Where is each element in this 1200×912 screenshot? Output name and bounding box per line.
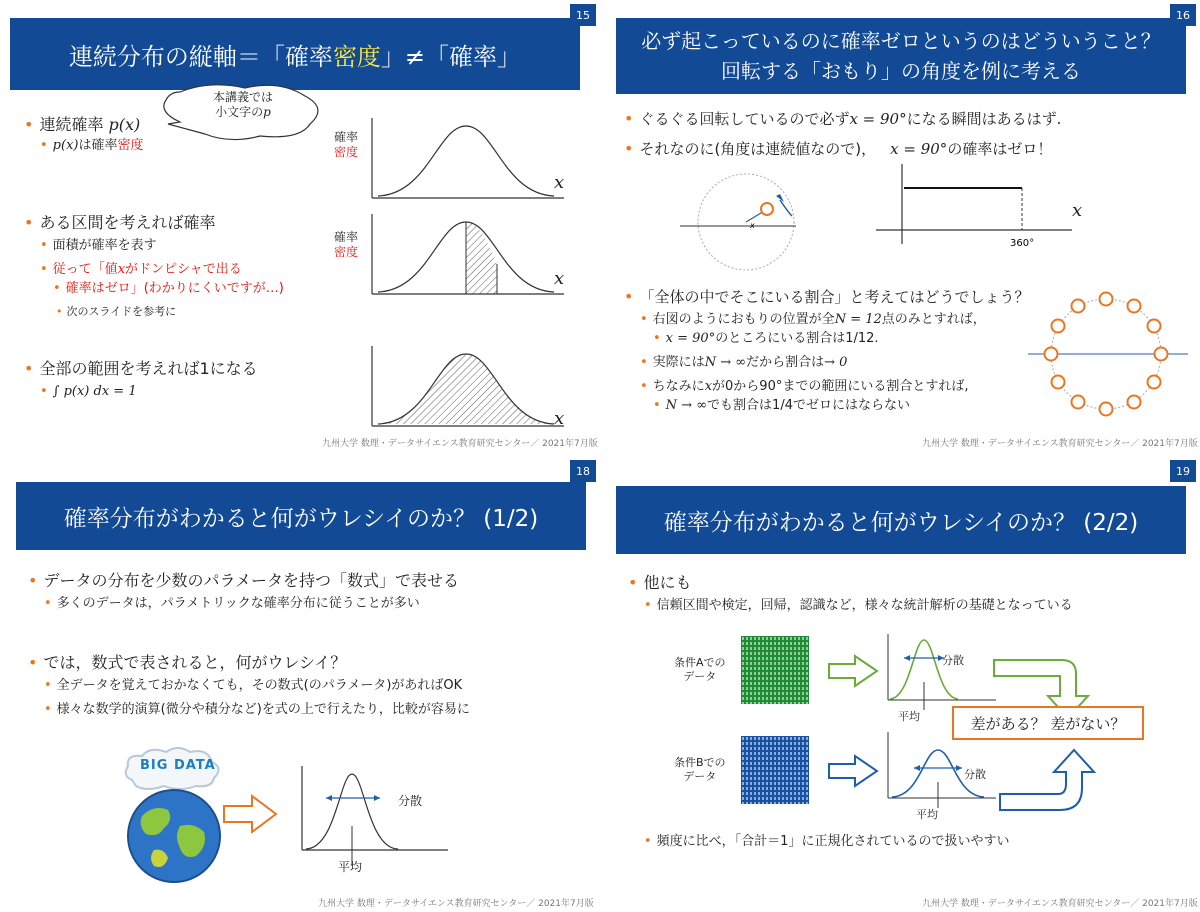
sub-red: 密度 (117, 138, 144, 153)
sub-bullet-density (40, 136, 144, 155)
cond-b-l1: 条件Bでの (674, 756, 726, 769)
bullet-end: になる瞬間はあるはず. (906, 110, 1062, 128)
title-text: 連続分布の縦軸＝「確率 (68, 42, 333, 71)
zero-text-1: 従って「値 (52, 262, 118, 277)
sub-text: 右図のようにおもりの位置が全 (652, 312, 835, 327)
sub-bullet-parametric (44, 594, 420, 613)
twelve-weights-diagram (1028, 290, 1188, 420)
cond-a-l2: データ (683, 670, 717, 683)
footer: 九州大学 数理・データサイエンス教育研究センター／ 2021年7月版 (922, 439, 1198, 449)
sub-text: 面積が確率を表す (52, 238, 157, 253)
sub-bullet-foundation (644, 596, 1073, 615)
sub-math: N → ∞ (665, 398, 708, 413)
sub-bullet-quarter (640, 377, 968, 396)
sub-bullet-quarter-line2 (653, 396, 910, 415)
bullet-text: データの分布を少数のパラメータを持つ「数式」で表せる (43, 571, 459, 590)
title-line-1: 必ず起こっているのに確率ゼロというのはどういうこと？ (641, 29, 1161, 53)
big-data-label: BIG DATA (140, 758, 216, 773)
globe-icon (124, 786, 224, 886)
mean-a-label: 平均 (898, 710, 920, 723)
sub-bullet-math-ops (44, 700, 470, 719)
normal-distribution-plot (292, 766, 452, 876)
sub-bullet-integral (40, 382, 137, 401)
bullet-ratio (624, 286, 1029, 307)
sub-text-2: が0から90°までの範囲にいる割合とすれば, (712, 379, 969, 394)
graph3-xlabel: x (554, 408, 565, 429)
right-arrow-icon (222, 794, 278, 834)
sub-bullet-n12-line2 (653, 329, 879, 348)
sub-bullet-zero-line2 (53, 279, 284, 298)
graph1-xlabel: x (554, 172, 565, 193)
integral-math: ∫ p(x) dx = 1 (52, 384, 137, 399)
bubble-line-1: 本講義では (212, 90, 273, 104)
bubble-var: p (263, 105, 271, 119)
blue-bent-arrow (998, 744, 1108, 814)
sub-text: 頻度に比べ，「合計＝1」に正規化されているので扱いやすい (656, 834, 1010, 849)
sub-bullet-infinity (640, 353, 847, 372)
slide-title: 確率分布がわかると何がウレシイのか？ (1/2) (16, 482, 586, 550)
bullet-end: の確率はゼロ！ (947, 140, 1053, 158)
sub-text: ちなみに (652, 379, 705, 394)
bullet-total (24, 356, 258, 379)
page-number: 16 (1170, 4, 1196, 26)
bullet-normalized (644, 832, 1009, 851)
zero-text-1b: がドンピシャで出る (125, 262, 242, 277)
sub-text: 多くのデータは，パラメトリックな確率分布に従うことが多い (56, 596, 420, 611)
sub-text: 様々な数学的演算(微分や積分など)を式の上で行えたり，比較が容易に (56, 702, 470, 717)
bullet-continuous (624, 138, 1052, 159)
cond-b-l2: データ (683, 770, 717, 783)
bubble-text: 小文字の (215, 105, 264, 119)
rotating-weight-diagram (680, 172, 810, 272)
sub-text: は確率 (78, 138, 118, 153)
bullet-math: x = 90° (890, 140, 948, 158)
arrow-b-to-plot (827, 754, 879, 788)
mean-label: 平均 (338, 860, 363, 874)
condition-a-data-block (741, 636, 809, 704)
sub-text: のところにいる割合は1/12. (715, 331, 879, 346)
sub-bullet-params-ok (44, 676, 462, 695)
bullet-text: ぐるぐる回転しているので必ず (639, 110, 850, 128)
sub-math-2: → 0 (824, 355, 848, 370)
slide-19 (600, 456, 1200, 912)
bullet-text: 連続確率 (39, 115, 109, 134)
graph2-ylabel (334, 230, 358, 260)
sub-bullet-area (40, 236, 157, 255)
tick-360: 360° (1010, 238, 1035, 249)
condition-b-data-block (741, 736, 809, 804)
condition-a-distribution (880, 634, 1000, 714)
variance-label: 分散 (398, 794, 423, 808)
bubble-line-2 (188, 105, 298, 120)
page-number: 15 (570, 4, 596, 26)
graph2-interval-curve (368, 214, 568, 296)
ylabel-black: 確率 (334, 130, 359, 144)
sub-math: N = 12 (834, 312, 882, 327)
sub-text: 全データを覚えておかなくても，その数式(のパラメータ)があればOK (56, 678, 463, 693)
bullet-spinning (624, 108, 1061, 129)
graph1-density-curve (368, 118, 568, 200)
sub-bullet-zero (40, 260, 242, 279)
bullet-other (628, 570, 691, 593)
condition-b-label (674, 756, 726, 784)
slide-divider (598, 0, 602, 912)
sub-math: x = 90° (665, 331, 716, 346)
plot-xlabel: x (1072, 200, 1083, 221)
sub-text: 信頼区間や検定，回帰，認識など，様々な統計解析の基礎となっている (656, 598, 1073, 613)
sub-sub-bullet-next (56, 303, 176, 319)
slide-16 (600, 0, 1200, 456)
cond-a-l1: 条件Aでの (674, 656, 726, 669)
angle-label: x (750, 221, 755, 230)
uniform-density-plot (876, 164, 1076, 256)
bullet-math: x = 90° (849, 110, 907, 128)
bullet-text: ある区間を考えれば確率 (39, 213, 216, 232)
slide-title (616, 18, 1186, 94)
sub-math: p(x) (52, 138, 79, 153)
zero-x: x (117, 262, 126, 277)
graph1-ylabel (334, 130, 358, 160)
variance-b-label: 分散 (964, 768, 986, 781)
ylabel-black: 確率 (334, 230, 359, 244)
footer: 九州大学 数理・データサイエンス教育研究センター／ 2021年7月版 (318, 899, 594, 909)
slide-title: 確率分布がわかると何がウレシイのか？ (2/2) (616, 486, 1186, 554)
arrow-a-to-plot (827, 654, 879, 688)
bullet-continuous-prob (24, 112, 140, 135)
difference-question-box: 差がある？ 差がない？ (952, 706, 1144, 740)
bullet-text: 他にも (643, 573, 692, 592)
sub-sub-text: 次のスライドを参考に (66, 305, 177, 318)
sub-text-end: 点のみとすれば， (881, 312, 986, 327)
bullet-benefit (28, 650, 346, 673)
sub-bullet-n12 (640, 310, 986, 329)
sub-text: 実際には (652, 355, 705, 370)
title-highlight: 密度 (332, 42, 381, 71)
slide-15 (0, 0, 600, 456)
bullet-math: p(x) (108, 115, 141, 134)
title-line-2: 回転する「おもり」の角度を例に考える (721, 59, 1081, 83)
ylabel-red: 密度 (334, 245, 359, 259)
bullet-parametric (28, 568, 459, 591)
slide-18 (0, 456, 600, 912)
mean-b-label: 平均 (916, 808, 938, 821)
sub-text-2: だから割合は (746, 355, 825, 370)
page-number: 18 (570, 460, 596, 482)
footer: 九州大学 数理・データサイエンス教育研究センター／ 2021年7月版 (322, 439, 598, 449)
page-number: 19 (1170, 460, 1196, 482)
bullet-text: それなのに(角度は連続値なので)， (639, 140, 877, 158)
condition-a-label (674, 656, 726, 684)
sub-text: でも割合は1/4でゼロにはならない (707, 398, 910, 413)
sub-math: N → ∞ (704, 355, 747, 370)
variance-a-label: 分散 (942, 654, 964, 667)
title-text-end: 」≠「確率」 (380, 42, 522, 71)
bullet-text: 「全体の中でそこにいる割合」と考えてはどうでしょう？ (639, 288, 1030, 306)
speech-bubble-text (188, 90, 298, 120)
ylabel-red: 密度 (334, 145, 359, 159)
graph3-total-area-curve (368, 346, 568, 428)
bullet-text: 全部の範囲を考えれば1になる (39, 359, 258, 378)
bullet-interval (24, 210, 215, 233)
slide-title (10, 18, 580, 90)
bullet-text: では，数式で表されると，何がウレシイ？ (43, 653, 347, 672)
sub-x: x (704, 379, 713, 394)
zero-text-2b: (わかりにくいですが…) (143, 281, 284, 296)
zero-text-2: 確率はゼロ」 (65, 281, 144, 296)
footer: 九州大学 数理・データサイエンス教育研究センター／ 2021年7月版 (922, 899, 1198, 909)
graph2-xlabel: x (554, 268, 565, 289)
